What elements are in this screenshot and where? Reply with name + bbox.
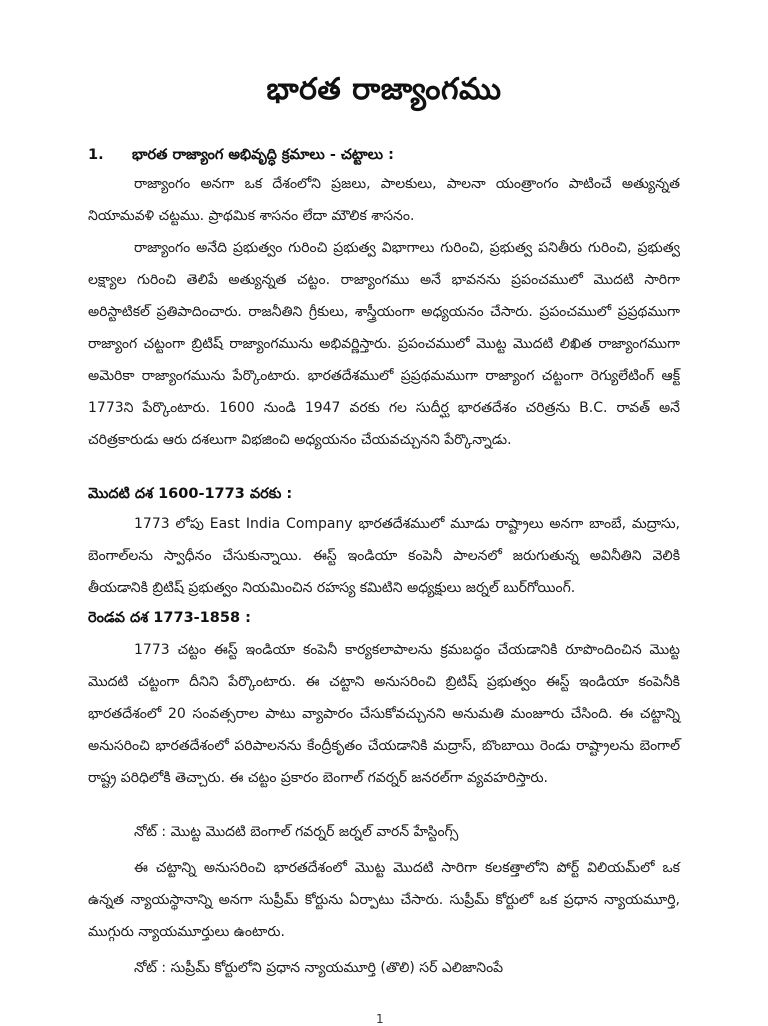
paragraph-text: ఈ చట్టాన్ని అనుసరించి భారతదేశంలో మొట్ట మొదటి సారిగా కలకత్తాలోని పోర్ట్ విలియమ్‌లో ఒక ఉన్నత న్యాయస్థానాన్ని అనగా సుప్రీమ్ కోర్టును ఏర్పాటు చేసారు. సుప్రీమ్ కోర్టులో ఒక ప్రధాన న్యాయమూర్తి, ముగ్గురు న్యాయమూర్తులు ఉంటారు.: [88, 860, 680, 940]
paragraph-supreme-court: [88, 852, 680, 948]
phase2-heading: రెండవ దశ 1773-1858 :: [88, 610, 251, 626]
section-heading-text: భారత రాజ్యాంగ అభివృద్ధి క్రమాలు - చట్టాలు :: [132, 147, 394, 163]
page-number: 1: [376, 1012, 384, 1026]
note-governor: నోట్ : మొట్ట మొదటి బెంగాల్ గవర్నర్ జర్నల్ వారన్ హేస్టింగ్స్: [134, 824, 459, 840]
section-heading-1: [88, 147, 394, 167]
paragraph-constitution: [88, 232, 680, 456]
note-chief-justice: నోట్ : సుప్రీమ్ కోర్టులోని ప్రధాన న్యాయమూర్తి (తొలి) సర్ ఎలిజానింపే: [134, 960, 504, 976]
paragraph-text: రాజ్యాంగం అనేది ప్రభుత్వం గురించి ప్రభుత్వ విభాగాలు గురించి, ప్రభుత్వ పనితీరు గురించి, ప్రభుత్వ లక్ష్యాల గురించి తెలిపే అత్యున్నత చట్టం. రాజ్యాంగము అనే భావనను ప్రపంచములో మొదటి సారిగా అరిస్టాటికల్ ప్రతిపాదించారు. రాజనీతిని గ్రీకులు, శాస్త్రీయంగా అధ్యయనం చేసారు. ప్రపంచములో ప్రప్రథముగా రాజ్యాంగ చట్టంగా బ్రిటిష్ రాజ్యాంగమును అభివర్ణిస్తారు. ప్రపంచములో మొట్ట మొదటి లిఖిత రాజ్యాంగముగా అమెరికా రాజ్యాంగమును పేర్కొంటారు. భారతదేశములో ప్రప్రథమముగా రాజ్యాంగ చట్టంగా రెగ్యులేటింగ్ ఆక్ట్ 1773ని పేర్కొంటారు. 1600 నుండి 1947 వరకు గల సుదీర్ఘ భారతదేశం చరిత్రను B.C. రావత్ అనే చరిత్రకారుడు ఆరు దశలుగా విభజించి అధ్యయనం చేయవచ్చునని పేర్కొన్నాడు.: [88, 240, 680, 448]
paragraph-phase2: [88, 634, 680, 794]
page-title: భారత రాజ్యాంగము: [266, 72, 502, 107]
phase1-heading: మొదటి దశ 1600-1773 వరకు :: [88, 486, 293, 502]
paragraph-phase1: [88, 508, 680, 604]
paragraph-text: 1773 చట్టం ఈస్ట్ ఇండియా కంపెనీ కార్యకలాపాలను క్రమబద్ధం చేయడానికి రూపొందించిన మొట్ట మొదటి చట్టంగా దీనిని పేర్కొంటారు. ఈ చట్టాని అనుసరించి బ్రిటిష్ ప్రభుత్వం ఈస్ట్ ఇండియా కంపెనీకి భారతదేశంలో 20 సంవత్సరాల పాటు వ్యాపారం చేసుకోవచ్చునని అనుమతి మంజూరు చేసింది. ఈ చట్టాన్ని అనుసరించి భారతదేశంలో పరిపాలనను కేంద్రీకృతం చేయడానికి మద్రాస్, బొంబాయి రెండు రాష్ట్రాలను బెంగాల్ రాష్ట్ర పరిధిలోకి తెచ్చారు. ఈ చట్టం ప్రకారం బెంగాల్ గవర్నర్ జనరల్‌గా వ్యవహరిస్తారు.: [88, 642, 680, 786]
paragraph-text: రాజ్యాంగం అనగా ఒక దేశంలోని ప్రజలు, పాలకులు, పాలనా యంత్రాంగం పాటించే అత్యున్నత నియామవళి చట్టము. ప్రాథమిక శాసనం లేదా మౌలిక శాసనం.: [88, 176, 680, 224]
paragraph-definition: [88, 168, 680, 232]
section-number: 1.: [88, 147, 104, 163]
paragraph-text: 1773 లోపు East India Company భారతదేశములో మూడు రాష్ట్రాలు అనగా బాంబే, మద్రాసు, బెంగాల్‌లను స్వాధీనం చేసుకున్నాయి. ఈస్ట్ ఇండియా కంపెనీ పాలనలో జరుగుతున్న అవినీతిని వెలికి తీయడానికి బ్రిటిష్ ప్రభుత్వం నియమించిన రహస్య కమిటిని అధ్యక్షులు జర్నల్ బుర్‌గోయింగ్.: [88, 516, 680, 596]
